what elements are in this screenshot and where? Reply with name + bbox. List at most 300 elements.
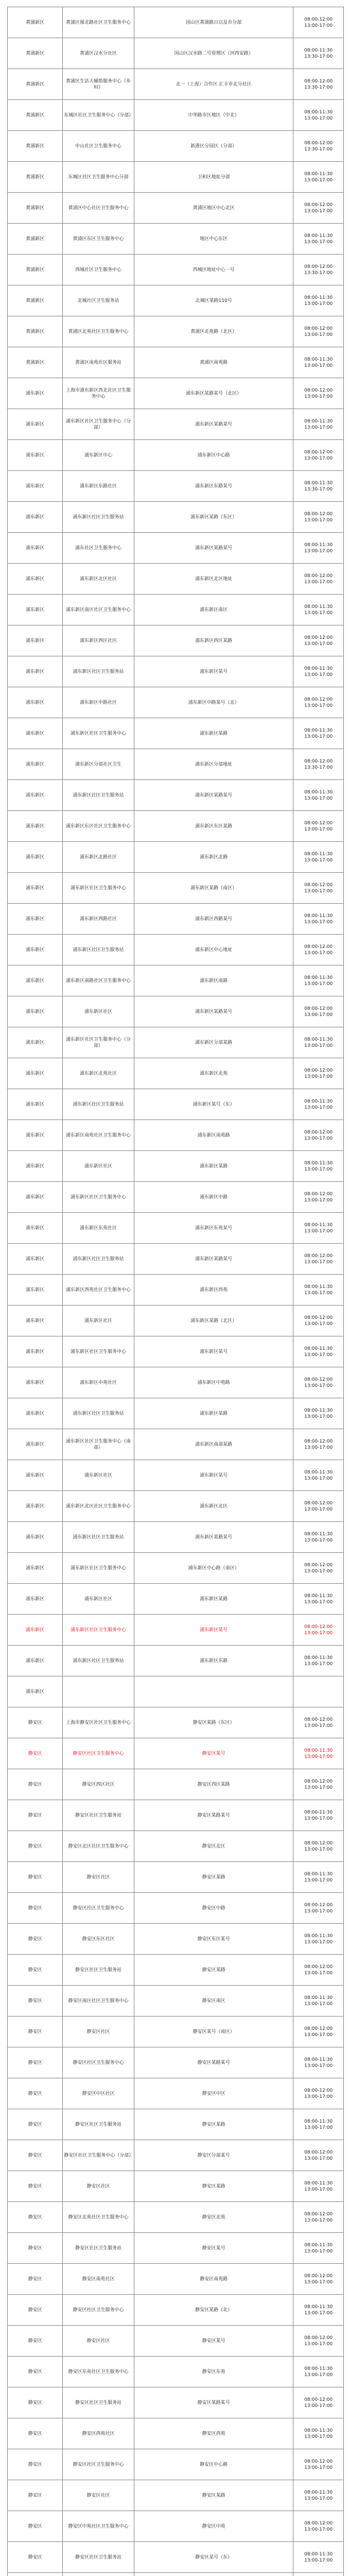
district-cell: 浦东新区 xyxy=(8,1120,63,1151)
district-cell: 浦东新区 xyxy=(8,1058,63,1089)
address-cell: 静安区中心路 xyxy=(134,2449,293,2480)
table-row xyxy=(8,2078,344,2109)
service-hours-cell: 08:00-11:30 13:00-17:00 xyxy=(293,1336,344,1367)
site-name-cell: 浦东新区南路社区卫生服务中心 xyxy=(63,965,134,996)
table-row xyxy=(8,1120,344,1151)
table-row xyxy=(8,2233,344,2264)
district-cell: 静安区 xyxy=(8,1893,63,1924)
district-cell: 浦东新区 xyxy=(8,1584,63,1615)
table-row xyxy=(8,996,344,1027)
site-name-cell: 静安区西区社区 xyxy=(63,1769,134,1800)
address-cell: 静安区某路某号 xyxy=(134,2387,293,2418)
district-cell: 浦东新区 xyxy=(8,656,63,687)
service-hours-cell: 08:00-12:00 13:00-17:00 xyxy=(293,687,344,718)
address-cell: 静安区中区 xyxy=(134,2078,293,2109)
service-hours-cell: 08:00-12:00 13:00-17:00 xyxy=(293,564,344,595)
address-cell: 浦东新区分部地址 xyxy=(134,749,293,780)
district-cell: 静安区 xyxy=(8,1707,63,1738)
district-cell: 浦东新区 xyxy=(8,811,63,842)
address-cell: 静安区某号 xyxy=(134,2233,293,2264)
table-row xyxy=(8,471,344,502)
site-name-cell: 黄浦区东区卫生服务中心 xyxy=(63,224,134,255)
address-cell: 浦东新区中心地址 xyxy=(134,935,293,965)
address-cell: 静安区某号 xyxy=(134,2326,293,2357)
district-cell: 浦东新区 xyxy=(8,1336,63,1367)
site-name-cell: 东城区社区卫生服务中心分部 xyxy=(63,162,134,193)
service-hours-cell: 08:00-11:30 13:00-17:00 xyxy=(293,656,344,687)
service-hours-cell: 08:00-12:00 13:00-17:00 xyxy=(293,440,344,471)
table-row xyxy=(8,749,344,780)
district-cell: 静安区 xyxy=(8,2109,63,2140)
table-row-blank xyxy=(8,1676,344,1707)
table-row xyxy=(8,2480,344,2511)
district-cell: 静安区 xyxy=(8,2387,63,2418)
service-hours-cell: 08:00-11:30 13:00-17:00 xyxy=(293,347,344,378)
table-row xyxy=(8,1584,344,1615)
address-cell: 新港区分园区（分部） xyxy=(134,131,293,162)
address-cell: 静安区某路某号 xyxy=(134,1800,293,1831)
district-cell: 浦东新区 xyxy=(8,749,63,780)
district-cell: 静安区 xyxy=(8,1800,63,1831)
site-name-cell: 浦东新区北苑社区 xyxy=(63,1058,134,1089)
service-hours-cell: 08:00-11:30 13:00-17:00 xyxy=(293,1275,344,1306)
site-name-cell: 静安区社区 xyxy=(63,2480,134,2511)
address-cell: 静安区中苑 xyxy=(134,2511,293,2542)
address-cell xyxy=(134,1676,293,1707)
site-name-cell: 浦东新区社区卫生服务站 xyxy=(63,1089,134,1120)
district-cell: 静安区 xyxy=(8,2326,63,2357)
table-row xyxy=(8,1800,344,1831)
service-hours-cell: 08:00-12:00 13:00-17:00 xyxy=(293,378,344,409)
district-cell: 浦东新区 xyxy=(8,1522,63,1553)
address-cell: 静安区南区 xyxy=(134,1986,293,2016)
site-name-cell: 中山社区卫生服务中心 xyxy=(63,131,134,162)
table-row xyxy=(8,2016,344,2047)
service-hours-cell: 08:00-11:30 13:30-17:00 xyxy=(293,471,344,502)
service-hours-cell: 08:00-11:30 13:00-17:00 xyxy=(293,2357,344,2387)
district-cell: 静安区 xyxy=(8,2171,63,2202)
table-row xyxy=(8,687,344,718)
address-cell: 静安区某号（东） xyxy=(134,2542,293,2573)
service-hours-cell: 08:00-11:30 13:00-17:00 xyxy=(293,1151,344,1182)
site-name-cell: 静安区社区卫生服务中心 xyxy=(63,2449,134,2480)
table-row xyxy=(8,656,344,687)
service-hours-cell xyxy=(293,2573,344,2576)
service-hours-cell: 08:00-11:30 13:00-17:00 xyxy=(293,409,344,440)
service-hours-cell: 08:00-11:30 13:00-17:00 xyxy=(293,904,344,935)
address-cell: 北城区某路110号 xyxy=(134,285,293,316)
address-cell xyxy=(134,2573,293,2576)
site-name-cell: 浦东新区西区社区 xyxy=(63,625,134,656)
table-row xyxy=(8,2047,344,2078)
address-cell: 浦东新区北苑 xyxy=(134,1058,293,1089)
service-hours-cell: 08:00-11:30 13:00-17:00 xyxy=(293,1646,344,1676)
address-cell: 浦东新区某号 xyxy=(134,1336,293,1367)
address-cell: 浦东新区某路 xyxy=(134,718,293,749)
service-hours-cell: 08:00-12:00 13:00-17:00 xyxy=(293,1893,344,1924)
table-row xyxy=(8,595,344,625)
district-cell: 黄浦新区 xyxy=(8,224,63,255)
site-name-cell: 浦东社区卫生服务中心 xyxy=(63,533,134,564)
table-row xyxy=(8,1244,344,1275)
table-row xyxy=(8,409,344,440)
address-cell: 浦东新区北区 xyxy=(134,1491,293,1522)
site-name-cell: 浦东新区社区卫生服务中心（分部） xyxy=(63,1027,134,1058)
service-hours-cell: 08:00-12:00 13:00-17:00 xyxy=(293,1058,344,1089)
address-cell: 国山区汉水路二号管理区（河西安路） xyxy=(134,38,293,69)
address-cell: 浦东新区西区某路 xyxy=(134,625,293,656)
table-row xyxy=(8,1151,344,1182)
site-name-cell: 静安区社区卫生服务中心 xyxy=(63,2295,134,2326)
service-hours-cell: 08:00-11:30 13:00-17:00 xyxy=(293,2480,344,2511)
site-name-cell: 西城社区卫生服务中心 xyxy=(63,255,134,285)
service-hours-cell: 08:00-12:00 13:00-17:00 xyxy=(293,996,344,1027)
site-name-cell: 浦东新区南苑社区卫生服务中心 xyxy=(63,1120,134,1151)
site-name-cell: 浦东新区社区卫生服务站 xyxy=(63,1646,134,1676)
address-cell: 浦东新区某路某号 xyxy=(134,996,293,1027)
site-name-cell: 静安区社区 xyxy=(63,2171,134,2202)
district-cell: 静安区 xyxy=(8,2480,63,2511)
site-name-cell: 静安区社区卫生服务站 xyxy=(63,1955,134,1986)
address-cell: 浦东新区某路某号 xyxy=(134,409,293,440)
table-row xyxy=(8,378,344,409)
address-cell: 浦东新区某号 xyxy=(134,656,293,687)
district-cell: 浦东新区 xyxy=(8,935,63,965)
service-hours-cell: 08:00-12:00 13:00-17:00 xyxy=(293,2511,344,2542)
service-hours-cell: 08:00-12:00 13:00-17:00 xyxy=(293,1491,344,1522)
district-cell: 静安区 xyxy=(8,1831,63,1862)
site-name-cell: 黄浦区南苑社区服务站 xyxy=(63,347,134,378)
address-cell: 静安区某号（南区） xyxy=(134,2016,293,2047)
site-name-cell: 黄浦区图北路社区卫生服务中心 xyxy=(63,7,134,38)
address-cell: 浦东新区某路某号（北区） xyxy=(134,378,293,409)
service-hours-cell: 08:00-12:00 13:30-17:00 xyxy=(293,131,344,162)
address-cell: 静安区东区某号 xyxy=(134,1924,293,1955)
district-cell: 浦东新区 xyxy=(8,1553,63,1584)
service-hours-cell: 08:00-12:00 13:00-17:00 xyxy=(293,1831,344,1862)
address-cell: 浦东新区南区 xyxy=(134,595,293,625)
table-row xyxy=(8,1336,344,1367)
table-row xyxy=(8,1398,344,1429)
district-cell: 黄浦新区 xyxy=(8,69,63,100)
site-name-cell: 静安区东区社区 xyxy=(63,1924,134,1955)
service-hours-cell: 08:00-12:00 13:00-17:00 xyxy=(293,1955,344,1986)
address-cell: 浦东新区某路某号 xyxy=(134,1522,293,1553)
service-hours-cell: 08:00-12:00 13:30-17:00 xyxy=(293,749,344,780)
site-name-cell xyxy=(63,1676,134,1707)
site-name-cell: 浦东新区中心 xyxy=(63,440,134,471)
address-cell: 静安区某路 xyxy=(134,2480,293,2511)
address-cell: 浦东新区南苑路 xyxy=(134,1120,293,1151)
address-cell: 静安区北区 xyxy=(134,1831,293,1862)
table-row xyxy=(8,100,344,131)
district-cell: 静安区 xyxy=(8,1862,63,1893)
table-row xyxy=(8,7,344,38)
address-cell: 浦东新区某路某号 xyxy=(134,780,293,811)
district-cell: 黄浦新区 xyxy=(8,162,63,193)
site-name-cell: 浦东新区社区卫生服务中心 xyxy=(63,1336,134,1367)
service-hours-cell: 08:00-11:30 13:00-17:00 xyxy=(293,224,344,255)
site-name-cell: 浦东新区社区卫生服务站 xyxy=(63,1398,134,1429)
table-row xyxy=(8,69,344,100)
table-row xyxy=(8,1986,344,2016)
table-row xyxy=(8,347,344,378)
service-hours-cell: 08:00-12:00 13:00-17:00 xyxy=(293,2326,344,2357)
table-row xyxy=(8,2109,344,2140)
table-row xyxy=(8,935,344,965)
site-name-cell: 静安区北区社区卫生服务中心 xyxy=(63,1831,134,1862)
address-cell: 卫和区地址分部 xyxy=(134,162,293,193)
district-cell: 浦东新区 xyxy=(8,595,63,625)
site-name-cell: 黄浦区生活大辅助服务中心（乡村） xyxy=(63,69,134,100)
site-name-cell: 浦东新区中苑社区 xyxy=(63,1367,134,1398)
service-hours-cell: 08:00-12:00 13:00-17:00 xyxy=(293,2140,344,2171)
address-cell: 静安区分部某号 xyxy=(134,2140,293,2171)
site-name-cell: 浦东新区社区 xyxy=(63,996,134,1027)
address-cell: 黄浦区地区中心北区 xyxy=(134,193,293,224)
site-name-cell xyxy=(63,2573,134,2576)
service-hours-cell: 08:00-11:30 13:00-17:00 xyxy=(293,1398,344,1429)
address-cell: 静安区南苑路 xyxy=(134,2264,293,2295)
table-row xyxy=(8,1027,344,1058)
service-hours-cell: 08:00-11:30 13:00-17:00 xyxy=(293,1862,344,1893)
table-row xyxy=(8,1893,344,1924)
site-name-cell: 黄浦区北苑社区卫生服务中心 xyxy=(63,316,134,347)
service-hours-cell: 08:00-11:30 13:00-17:00 xyxy=(293,842,344,873)
district-cell: 静安区 xyxy=(8,2264,63,2295)
table-row xyxy=(8,131,344,162)
table-row xyxy=(8,1646,344,1676)
address-cell: 浦东新区北路 xyxy=(134,842,293,873)
table-row xyxy=(8,255,344,285)
address-cell: 浦东新区东苑某号 xyxy=(134,1213,293,1244)
district-cell: 浦东新区 xyxy=(8,780,63,811)
address-cell: 静安区西苑 xyxy=(134,2418,293,2449)
address-cell: 浦东新区某号 xyxy=(134,1460,293,1491)
table-row xyxy=(8,904,344,935)
table-row xyxy=(8,2542,344,2573)
service-hours-cell: 08:00-12:00 13:00-17:00 xyxy=(293,2387,344,2418)
address-cell: 浦东新区中心路 xyxy=(134,440,293,471)
district-cell: 静安区 xyxy=(8,2542,63,2573)
site-name-cell: 静安区社区卫生服务中心（分部） xyxy=(63,2140,134,2171)
service-hours-cell: 08:00-12:00 13:00-17:00 xyxy=(293,502,344,533)
address-cell: 浦东新区中路某号（北） xyxy=(134,687,293,718)
service-hours-cell: 08:00-11:30 13:00-17:00 xyxy=(293,2542,344,2573)
address-cell: 黄浦区南苑路 xyxy=(134,347,293,378)
address-cell: 浦东新区分部某路 xyxy=(134,1027,293,1058)
district-cell: 浦东新区 xyxy=(8,564,63,595)
district-cell: 静安区 xyxy=(8,2233,63,2264)
district-cell: 浦东新区 xyxy=(8,842,63,873)
table-row xyxy=(8,1862,344,1893)
site-name-cell: 静安区社区卫生服务中心 xyxy=(63,1738,134,1769)
service-hours-cell: 08:00-11:30 13:00-17:00 xyxy=(293,1089,344,1120)
site-name-cell: 浦东新区社区卫生服务站 xyxy=(63,1244,134,1275)
table-row xyxy=(8,1738,344,1769)
service-hours-cell: 08:00-12:00 13:00-17:00 xyxy=(293,1707,344,1738)
table-row xyxy=(8,1831,344,1862)
table-row xyxy=(8,2295,344,2326)
address-cell: 浦东新区某号（东） xyxy=(134,1089,293,1120)
site-name-cell: 北城社区卫生服务站 xyxy=(63,285,134,316)
service-hours-cell: 08:00-11:30 13:00-17:00 xyxy=(293,100,344,131)
site-name-cell: 上海市静安区社区卫生服务中心 xyxy=(63,1707,134,1738)
district-cell: 黄浦新区 xyxy=(8,131,63,162)
district-cell: 浦东新区 xyxy=(8,502,63,533)
table-row xyxy=(8,1429,344,1460)
site-name-cell: 浦东新区西苑社区卫生服务中心 xyxy=(63,1275,134,1306)
service-hours-cell: 08:00-12:00 13:00-17:00 xyxy=(293,1429,344,1460)
district-cell: 浦东新区 xyxy=(8,965,63,996)
site-name-cell: 静安区西苑社区 xyxy=(63,2418,134,2449)
site-name-cell: 浦东新区社区卫生服务中心 xyxy=(63,1553,134,1584)
district-cell: 浦东新区 xyxy=(8,533,63,564)
site-name-cell: 浦东新区东区社区卫生服务中心 xyxy=(63,811,134,842)
site-name-cell: 浦东新区西路社区 xyxy=(63,904,134,935)
site-name-cell: 浦东新区社区卫生服务中心（南部） xyxy=(63,1429,134,1460)
service-hours-cell: 08:00-12:00 13:00-17:00 xyxy=(293,2264,344,2295)
table-row xyxy=(8,965,344,996)
address-cell: 浦东新区某路（东区） xyxy=(134,502,293,533)
district-cell: 浦东新区 xyxy=(8,1275,63,1306)
district-cell: 静安区 xyxy=(8,1769,63,1800)
site-name-cell: 浦东新区分部社区卫生 xyxy=(63,749,134,780)
district-cell: 静安区 xyxy=(8,2449,63,2480)
site-name-cell: 浦东新区社区 xyxy=(63,1584,134,1615)
table-row xyxy=(8,1089,344,1120)
district-cell: 静安区 xyxy=(8,2016,63,2047)
address-cell: 浦东新区某路（北区） xyxy=(134,1306,293,1336)
site-name-cell: 静安区社区 xyxy=(63,2326,134,2357)
address-cell: 静安区某路（北） xyxy=(134,2295,293,2326)
table-row xyxy=(8,285,344,316)
district-cell: 浦东新区 xyxy=(8,1367,63,1398)
service-hours-cell: 08:00-11:30 13:30-17:00 xyxy=(293,38,344,69)
address-cell: 浦东新区北区地址 xyxy=(134,564,293,595)
service-hours-cell: 08:00-12:00 13:00-17:00 xyxy=(293,1769,344,1800)
district-cell: 浦东新区 xyxy=(8,1306,63,1336)
table-row xyxy=(8,842,344,873)
district-cell: 静安区 xyxy=(8,1924,63,1955)
table-row xyxy=(8,873,344,904)
table-row xyxy=(8,1275,344,1306)
district-cell: 静安区 xyxy=(8,2202,63,2233)
service-hours-cell: 08:00-11:30 13:00-17:00 xyxy=(293,1986,344,2016)
table-row xyxy=(8,2418,344,2449)
district-cell: 浦东新区 xyxy=(8,687,63,718)
site-name-cell: 静安区南苑社区 xyxy=(63,2264,134,2295)
table-row xyxy=(8,38,344,69)
address-cell: 静安区某路（东区） xyxy=(134,1707,293,1738)
site-name-cell: 静安区社区卫生服务站 xyxy=(63,2109,134,2140)
address-cell: 中华路市区地区（中北） xyxy=(134,100,293,131)
district-cell: 浦东新区 xyxy=(8,625,63,656)
service-hours-cell: 08:00-11:30 13:00-17:00 xyxy=(293,2418,344,2449)
service-hours-cell: 08:00-12:00 13:00-17:00 xyxy=(293,811,344,842)
district-cell: 黄浦新区 xyxy=(8,347,63,378)
district-cell: 浦东新区 xyxy=(8,873,63,904)
district-cell: 黄浦新区 xyxy=(8,285,63,316)
district-cell: 黄浦新区 xyxy=(8,193,63,224)
service-hours-cell: 08:00-11:30 13:00-17:00 xyxy=(293,1738,344,1769)
service-hours-cell: 08:00-12:00 13:00-17:00 xyxy=(293,1367,344,1398)
service-hours-cell: 08:00-12:00 13:00-17:00 xyxy=(293,2078,344,2109)
district-cell: 浦东新区 xyxy=(8,1213,63,1244)
address-cell: 浦东新区中心路（南区） xyxy=(134,1553,293,1584)
district-cell: 静安区 xyxy=(8,2295,63,2326)
site-name-cell: 浦东新区社区卫生服务中心（分部） xyxy=(63,409,134,440)
site-name-cell: 浦东新区社区卫生服务站 xyxy=(63,502,134,533)
address-cell: 静安区北苑 xyxy=(134,2202,293,2233)
site-name-cell: 黄浦区汉水分社区 xyxy=(63,38,134,69)
table-row xyxy=(8,564,344,595)
table-row xyxy=(8,1367,344,1398)
site-name-cell: 浦东新区社区卫生服务站 xyxy=(63,656,134,687)
address-cell: 浦东新区西苑 xyxy=(134,1275,293,1306)
address-cell: 浦东新区东区某路 xyxy=(134,811,293,842)
service-hours-cell: 08:00-11:30 13:00-17:00 xyxy=(293,2109,344,2140)
table-row xyxy=(8,2449,344,2480)
site-name-cell: 浦东新区社区卫生服务中心 xyxy=(63,1615,134,1646)
district-cell: 黄浦新区 xyxy=(8,7,63,38)
service-hours-cell: 08:00-11:30 13:00-17:00 xyxy=(293,1584,344,1615)
service-hours-cell: 08:00-12:00 13:00-17:00 xyxy=(293,1615,344,1646)
service-hours-cell: 08:00-11:30 13:00-17:00 xyxy=(293,718,344,749)
service-hours-cell: 08:00-11:30 13:00-17:00 xyxy=(293,780,344,811)
site-name-cell: 浦东新区社区卫生服务站 xyxy=(63,1522,134,1553)
site-name-cell: 浦东新区社区卫生服务中心 xyxy=(63,873,134,904)
service-hours-cell: 08:00-12:00 13:00-17:00 xyxy=(293,1244,344,1275)
table-row xyxy=(8,1615,344,1646)
district-cell: 静安区 xyxy=(8,1738,63,1769)
table-row xyxy=(8,2171,344,2202)
table-row xyxy=(8,780,344,811)
district-cell: 浦东新区 xyxy=(8,409,63,440)
table-row xyxy=(8,1306,344,1336)
table-row xyxy=(8,193,344,224)
service-hours-cell: 08:00-11:30 13:00-17:00 xyxy=(293,1800,344,1831)
service-hours-cell: 08:00-12:00 13:00-17:00 xyxy=(293,2449,344,2480)
district-cell: 浦东新区 xyxy=(8,1429,63,1460)
address-cell: 浦东新区某号 xyxy=(134,1615,293,1646)
service-hours-cell: 08:00-12:00 13:00-17:00 xyxy=(293,1120,344,1151)
service-hours-cell: 08:00-12:00 13:00-17:00 xyxy=(293,935,344,965)
table-row xyxy=(8,502,344,533)
service-hours-cell: 08:00-12:00 13:00-17:00 xyxy=(293,1306,344,1336)
service-hours-cell: 08:00-12:00 13:00-17:00 xyxy=(293,2202,344,2233)
address-cell: 静安区某号 xyxy=(134,1738,293,1769)
service-hours-cell: 08:00-11:30 13:00-17:00 xyxy=(293,1460,344,1491)
table-row xyxy=(8,2264,344,2295)
address-cell: 静安区中路 xyxy=(134,1893,293,1924)
site-name-cell: 静安区社区 xyxy=(63,2016,134,2047)
service-hours-cell: 08:00-11:30 13:00-17:00 xyxy=(293,965,344,996)
address-cell: 浦东新区某路 xyxy=(134,1398,293,1429)
address-cell: 静安区西区某路 xyxy=(134,1769,293,1800)
district-cell: 静安区 xyxy=(8,1986,63,2016)
service-hours-cell: 08:00-12:00 13:00-17:00 xyxy=(293,316,344,347)
site-name-cell: 浦东新区东路社区 xyxy=(63,471,134,502)
site-name-cell: 浦东新区社区卫生服务站 xyxy=(63,935,134,965)
table-row xyxy=(8,1924,344,1955)
service-hours-cell xyxy=(293,1676,344,1707)
table-row xyxy=(8,1182,344,1213)
table-row xyxy=(8,1491,344,1522)
service-hours-cell: 08:00-12:00 13:00-17:00 xyxy=(293,1553,344,1584)
site-name-cell: 浦东新区北区社区 xyxy=(63,564,134,595)
address-cell: 浦东新区南路 xyxy=(134,965,293,996)
